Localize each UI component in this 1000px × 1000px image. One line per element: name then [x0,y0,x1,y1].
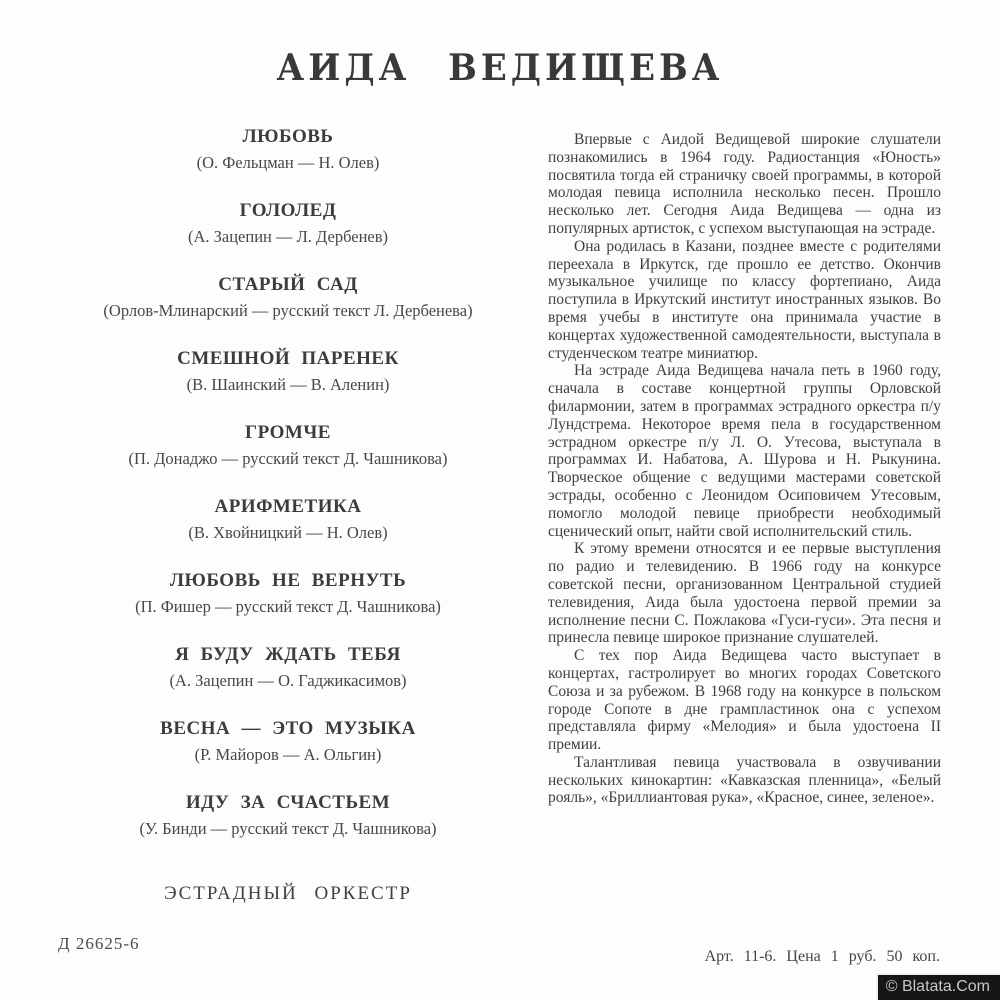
track-credits: (П. Фишер — русский текст Д. Чашникова) [135,597,441,616]
price-line: Арт. 11-6. Цена 1 руб. 50 коп. [704,948,940,965]
track-item [63,346,513,420]
track-title: ЛЮБОВЬ НЕ ВЕРНУТЬ [169,570,407,591]
track-title: ЛЮБОВЬ [242,126,334,147]
track-credits: (П. Донаджо — русский текст Д. Чашникова) [128,449,448,468]
track-title: СТАРЫЙ САД [218,274,358,295]
track-title: СМЕШНОЙ ПАРЕНЕК [177,348,399,369]
track-credits: (А. Зацепин — О. Гаджикасимов) [169,671,407,690]
track-item [63,124,513,198]
track-title: ГОЛОЛЕД [239,200,337,221]
track-title: ИДУ ЗА СЧАСТЬЕМ [185,792,391,813]
bio-paragraph: Она родилась в Казани, позднее вместе с родителями переехала в Иркутск, где прошло ее детство. Окончив музыкальное училище по классу фортепиано, Аида поступила в Иркутский институт иностранных языков. Во время учебы в институте она принимала участие в концертах художественной самодеятельности, выступала в студенческом театре миниатюр. [548,237,941,362]
catalog-number: Д 26625-6 [58,934,140,953]
artist-title: АИДА ВЕДИЩЕВА [276,46,724,90]
track-item [63,790,513,864]
watermark: © Blatata.Com [876,973,1000,1000]
track-credits: (О. Фельцман — Н. Олев) [196,153,380,172]
track-item [63,198,513,272]
track-item [63,716,513,790]
orchestra-note: ЭСТРАДНЫЙ ОРКЕСТР [164,883,412,904]
biography [548,131,941,807]
track-item [63,420,513,494]
track-credits: (Орлов-Млинарский — русский текст Л. Дербенева) [103,301,473,320]
track-title: АРИФМЕТИКА [214,496,362,517]
track-credits: (Р. Майоров — А. Ольгин) [194,745,382,764]
track-item [63,494,513,568]
track-title: Я БУДУ ЖДАТЬ ТЕБЯ [175,644,401,665]
track-item [63,642,513,716]
track-item [63,272,513,346]
tracklist [63,124,513,864]
track-title: ВЕСНА — ЭТО МУЗЫКА [160,718,416,739]
bio-paragraph: Талантливая певица участвовала в озвучивании нескольких кинокартин: «Кавказская пленница», «Белый рояль», «Бриллиантовая рука», «Красное, синее, зеленое». [548,753,941,807]
bio-paragraph: С тех пор Аида Ведищева часто выступает в концертах, гастролирует во многих городах Советского Союза и за рубежом. В 1968 году на конкурсе в польском городе Сопоте в дне грампластинок она с успехом представляла фирму «Мелодия» и была удостоена II премии. [548,647,941,754]
track-title: ГРОМЧЕ [245,422,331,443]
track-credits: (А. Зацепин — Л. Дербенев) [187,227,389,246]
track-credits: (У. Бинди — русский текст Д. Чашникова) [139,819,437,838]
bio-paragraph: К этому времени относятся и ее первые выступления по радио и телевидению. В 1966 году на конкурсе советской песни, организованном Центральной студией телевидения, Аида была удостоена первой премии за исполнение песни С. Пожлакова «Гуси-гуси». Эта песня и принесла певице широкое признание слушателей. [548,540,941,647]
track-credits: (В. Хвойницкий — Н. Олев) [188,523,388,542]
bio-paragraph: На эстраде Аида Ведищева начала петь в 1960 году, сначала в составе концертной группы Орловской филармонии, затем в программах эстрадного оркестра п/у Лундстрема. Некоторое время пела в государственном эстрадном оркестре п/у Л. О. Утесова, выступала в программах И. Набатова, А. Шурова и Н. Рыкунина. Творческое общение с ведущими мастерами советской эстрады, особенно с Леонидом Осиповичем Утесовым, помогло молодой певице приобрести необходимый сценический опыт, найти свой исполнительский стиль. [548,362,941,540]
track-credits: (В. Шаинский — В. Аленин) [186,375,390,394]
track-item [63,568,513,642]
bio-paragraph: Впервые с Аидой Ведищевой широкие слушатели познакомились в 1964 году. Радиостанция «Юность» посвятила тогда ей страничку своей программы, в которой молодая певица исполнила несколько песен. Прошло несколько лет. Сегодня Аида Ведищева — одна из популярных артисток, с успехом выступающая на эстраде. [548,131,941,237]
